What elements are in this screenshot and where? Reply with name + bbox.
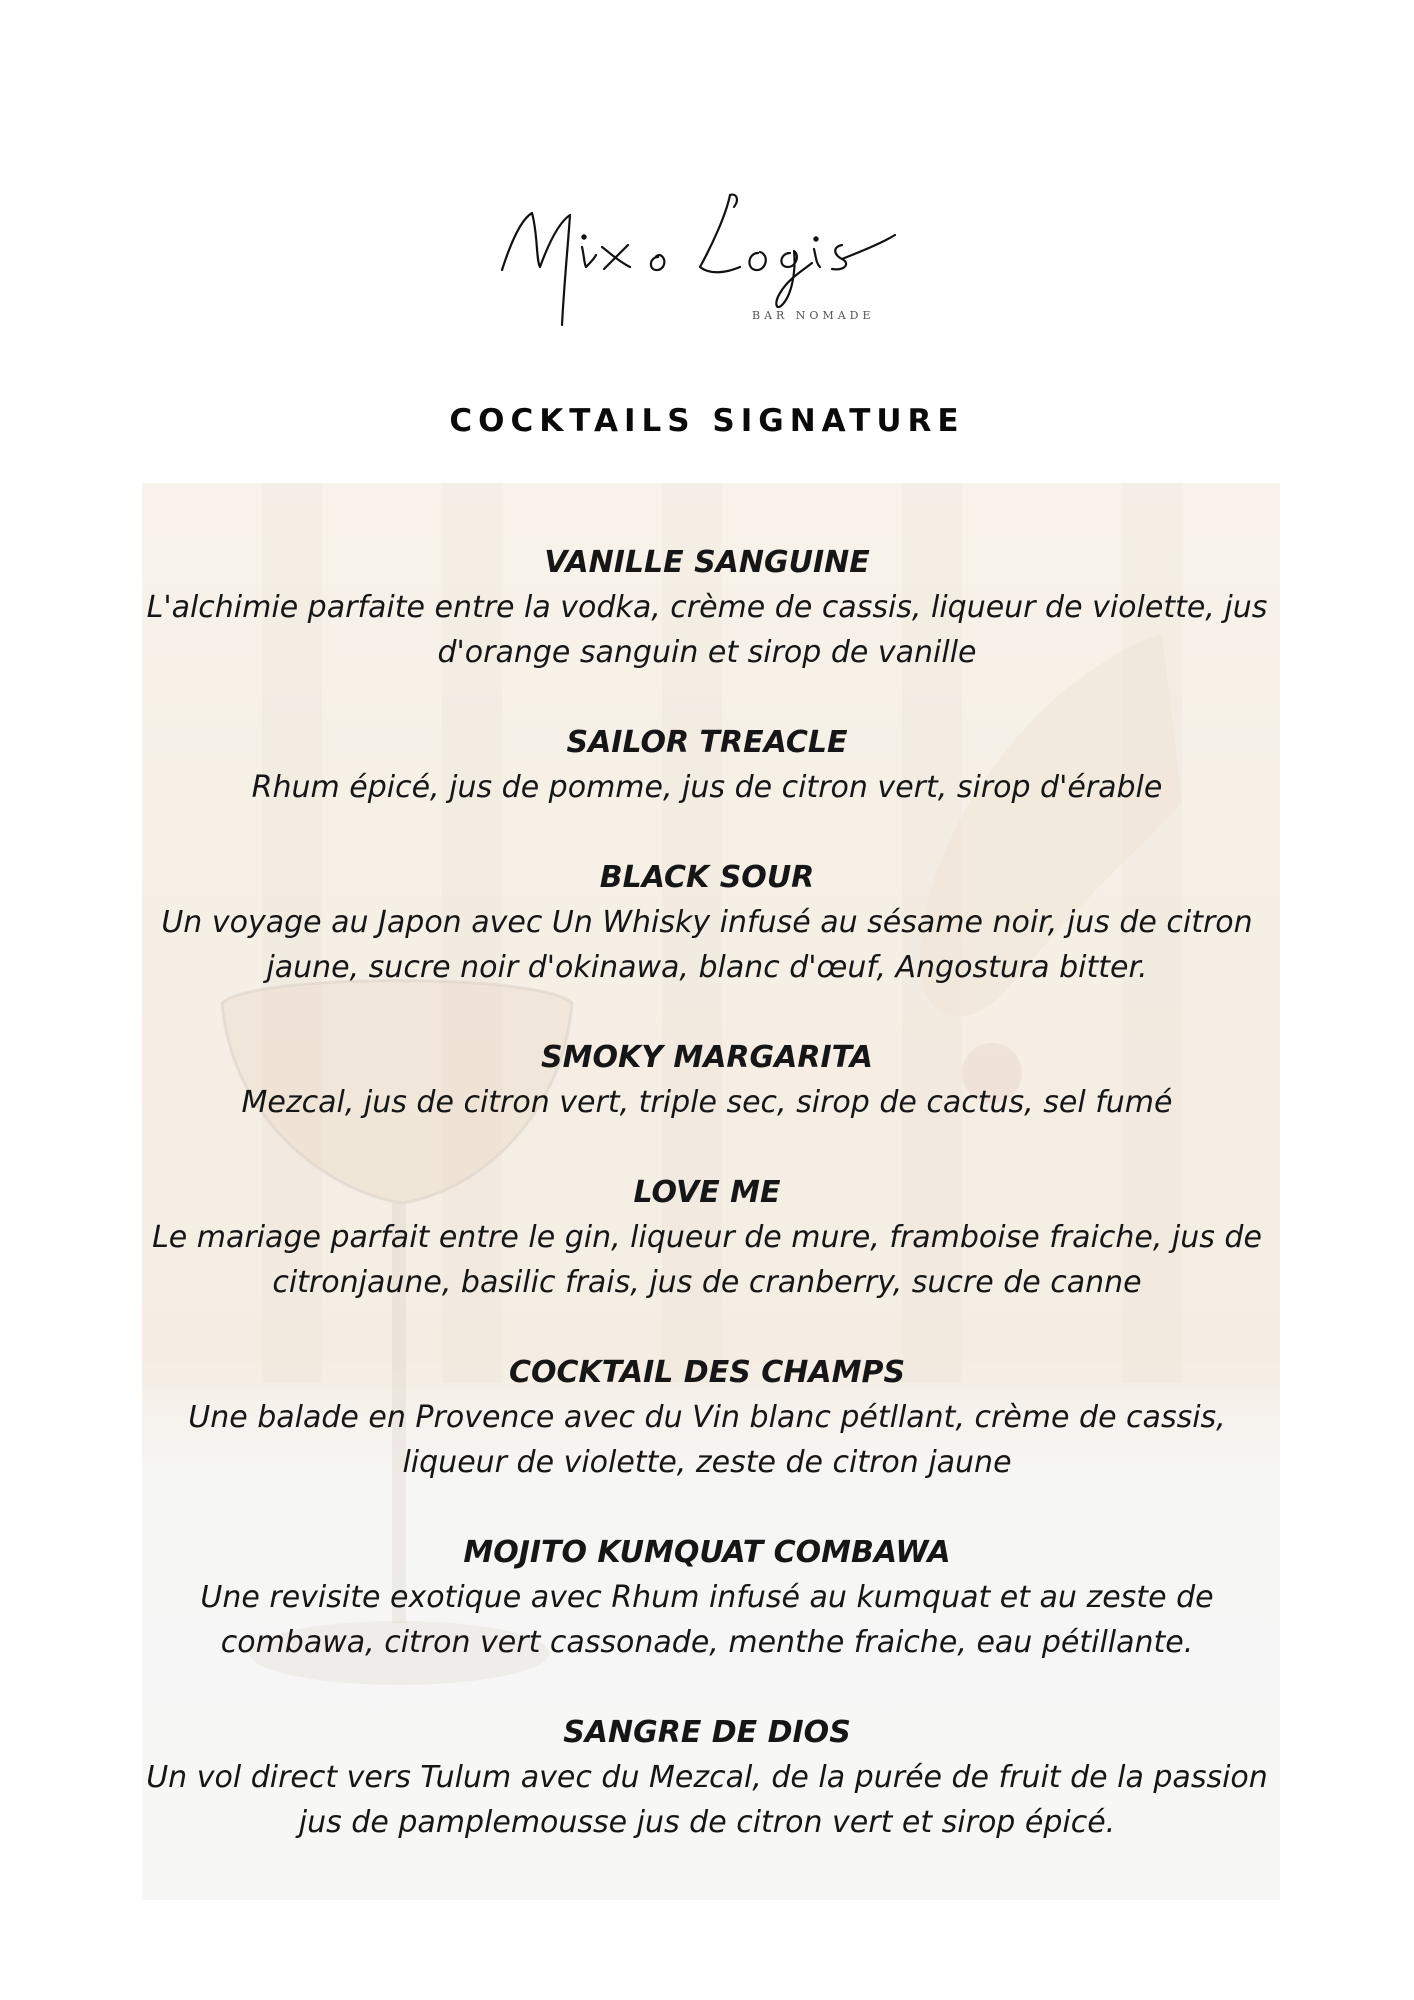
cocktail-name: BLACK SOUR — [599, 860, 815, 895]
menu-item — [132, 1350, 1282, 1485]
cocktail-description: L'alchimie parfaite entre la vodka, crème de cassis, liqueur de violette, jus d'orange sanguin et sirop de vanille — [146, 590, 1268, 670]
cocktail-name: MOJITO KUMQUAT COMBAWA — [463, 1535, 951, 1570]
logo-subtitle: BAR NOMADE — [752, 309, 875, 322]
menu-item — [132, 1170, 1282, 1305]
cocktail-description: Une balade en Provence avec du Vin blanc pétllant, crème de cassis, liqueur de violette, zeste de citron jaune — [188, 1400, 1226, 1480]
cocktail-name: SAILOR TREACLE — [566, 725, 848, 760]
menu-item — [132, 720, 1282, 810]
cocktail-description: Un vol direct vers Tulum avec du Mezcal, de la purée de fruit de la passion jus de pamplemousse jus de citron vert et sirop épicé. — [146, 1760, 1268, 1840]
brand-logo — [490, 175, 920, 335]
cocktail-name: SANGRE DE DIOS — [563, 1715, 851, 1750]
cocktail-description: Rhum épicé, jus de pomme, jus de citron vert, sirop d'érable — [251, 770, 1163, 805]
cocktail-name: VANILLE SANGUINE — [544, 545, 870, 580]
menu-item — [132, 1035, 1282, 1125]
cocktail-name: LOVE ME — [633, 1175, 781, 1210]
cocktail-menu-list — [132, 540, 1282, 1890]
cocktail-description: Mezcal, jus de citron vert, triple sec, sirop de cactus, sel fumé — [241, 1085, 1173, 1120]
menu-item — [132, 540, 1282, 675]
cocktail-name: COCKTAIL DES CHAMPS — [508, 1355, 906, 1390]
cocktail-name: SMOKY MARGARITA — [540, 1040, 873, 1075]
menu-item — [132, 855, 1282, 990]
cocktail-description: Un voyage au Japon avec Un Whisky infusé au sésame noir, jus de citron jaune, sucre noir d'okinawa, blanc d'œuf, Angostura bitter. — [161, 905, 1253, 985]
menu-item — [132, 1710, 1282, 1845]
menu-item — [132, 1530, 1282, 1665]
section-title: COCKTAILS SIGNATURE — [449, 403, 965, 439]
cocktail-description: Une revisite exotique avec Rhum infusé au kumquat et au zeste de combawa, citron vert cassonade, menthe fraiche, eau pétillante. — [200, 1580, 1214, 1660]
cocktail-description: Le mariage parfait entre le gin, liqueur de mure, framboise fraiche, jus de citronjaune, basilic frais, jus de cranberry, sucre de canne — [152, 1220, 1262, 1300]
